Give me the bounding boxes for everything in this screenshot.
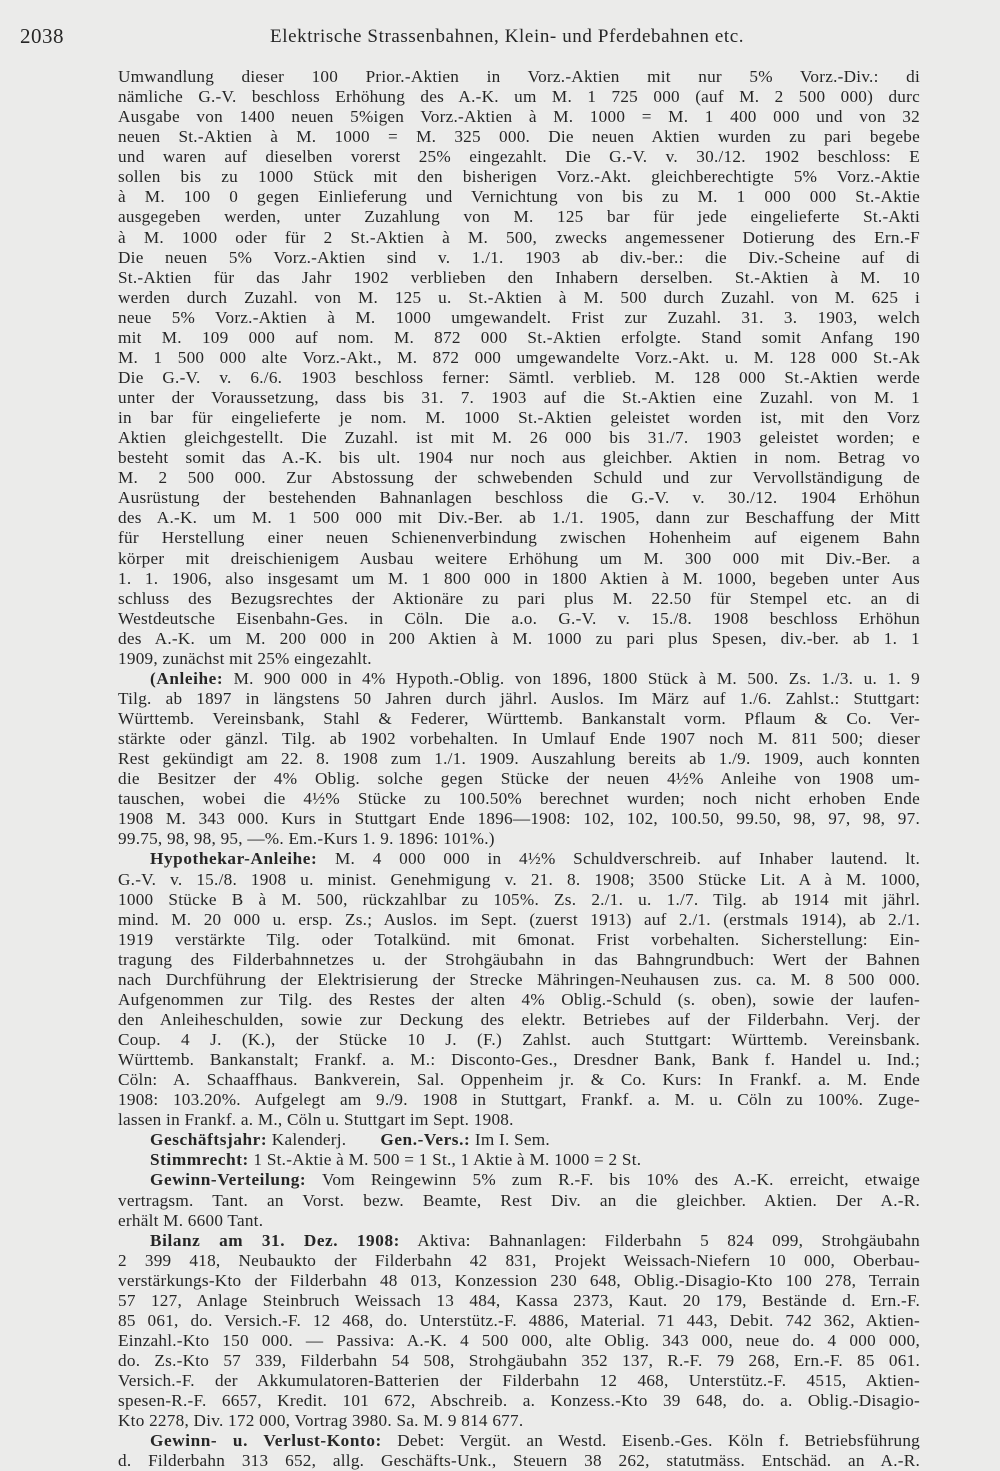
line-text: G.-V. v. 15./8. 1908 u. minist. Genehmigung v. 21. 8. 1908; 3500 Stücke Lit. A à M. 1000, bbox=[118, 869, 920, 889]
line-text: spesen-R.-F. 6657, Kredit. 101 672, Abschreib. a. Konzess.-Kto 39 648, do. a. Oblig.-Disagio- bbox=[118, 1391, 920, 1411]
line-text: erhält M. 6600 Tant. bbox=[118, 1210, 264, 1230]
text-line bbox=[118, 388, 920, 408]
text-line bbox=[118, 1090, 920, 1110]
text-line bbox=[118, 549, 920, 569]
text-line bbox=[118, 629, 920, 649]
section-label: Hypothekar-Anleihe: bbox=[150, 849, 318, 869]
line-text: Württemb. Bankanstalt; Frankf. a. M.: Disconto-Ges., Dresdner Bank, Bank f. Handel u. Ind.; bbox=[118, 1050, 920, 1070]
text-line bbox=[118, 1271, 920, 1291]
section-label: Geschäftsjahr: bbox=[150, 1130, 268, 1150]
text-line bbox=[118, 1431, 920, 1451]
text-line bbox=[118, 970, 920, 990]
text-line bbox=[118, 207, 920, 227]
text-line bbox=[118, 67, 920, 87]
text-line bbox=[118, 1451, 920, 1471]
line-text: ausgegeben werden, unter Zuzahlung von M. 125 bar für jede eingelieferte St.-Akti bbox=[118, 207, 920, 227]
text-line bbox=[118, 669, 920, 689]
text-line bbox=[118, 1150, 920, 1170]
line-text: 1908: 103.20%. Aufgelegt am 9./9. 1908 in Stuttgart, Frankf. a. M. u. Cöln zu 100%. Zuge- bbox=[118, 1090, 920, 1110]
line-text: 1919 verstärkte Tilg. oder Totalkünd. mit 6monat. Frist vorbehalten. Sicherstellung: Ein- bbox=[118, 929, 920, 949]
text-line bbox=[118, 910, 920, 930]
text-line bbox=[118, 689, 920, 709]
text-line bbox=[118, 528, 920, 548]
line-text: des A.-K. um M. 1 500 000 mit Div.-Ber. ab 1./1. 1905, dann zur Beschaffung der Mitt bbox=[118, 508, 920, 528]
text-line bbox=[118, 368, 920, 388]
line-text: 1 St.-Aktie à M. 500 = 1 St., 1 Aktie à M. 1000 = 2 St. bbox=[248, 1150, 642, 1170]
line-text: schluss des Bezugsrechtes der Aktionäre zu pari plus M. 22.50 für Stempel etc. an di bbox=[118, 588, 920, 608]
text-line bbox=[118, 408, 920, 428]
line-text: 1000 Stücke B à M. 500, rückzahlbar zu 105%. Zs. 2./1. u. 1./7. Tilg. ab 1914 mit jährl. bbox=[118, 889, 920, 909]
line-text: Aktiva: Bahnanlagen: Filderbahn 5 824 099, Strohgäubahn bbox=[399, 1230, 920, 1250]
text-line bbox=[118, 1050, 920, 1070]
text-line bbox=[118, 248, 920, 268]
line-text: neue 5% Vorz.-Aktien à M. 1000 umgewandelt. Frist zur Zuzahl. 31. 3. 1903, welch bbox=[118, 307, 920, 327]
line-text: 99.75, 98, 98, 95, —%. Em.-Kurs 1. 9. 1896: 101%.) bbox=[118, 829, 495, 849]
text-line bbox=[118, 769, 920, 789]
text-line bbox=[118, 870, 920, 890]
text-line bbox=[118, 1191, 920, 1211]
line-text: St.-Aktien für das Jahr 1902 verblieben den Inhabern derselben. St.-Aktien à M. 10 bbox=[118, 267, 920, 287]
running-title: Elektrische Strassenbahnen, Klein- und Pferdebahnen etc. bbox=[270, 26, 745, 47]
line-text: für Herstellung einer neuen Schienenverbindung zwischen Hohenheim auf eigenem Bahn bbox=[118, 528, 920, 548]
line-text: Kto 2278, Div. 172 000, Vortrag 3980. Sa. M. 9 814 677. bbox=[118, 1411, 524, 1431]
line-text: Versich.-F. der Akkumulatoren-Batterien der Filderbahn 12 468, Unterstütz.-F. 4515, Aktien- bbox=[118, 1371, 920, 1391]
text-line bbox=[118, 488, 920, 508]
text-line bbox=[118, 308, 920, 328]
text-line bbox=[118, 789, 920, 809]
line-text: Umwandlung dieser 100 Prior.-Aktien in Vorz.-Aktien mit nur 5% Vorz.-Div.: di bbox=[118, 67, 920, 86]
text-line bbox=[118, 829, 920, 849]
text-line bbox=[118, 609, 920, 629]
section-label: (Anleihe: bbox=[150, 668, 224, 688]
text-line bbox=[118, 87, 920, 107]
line-text: den Anleiheschulden, sowie zur Deckung des elektr. Betriebes auf der Filderbahn. Verj. der bbox=[118, 1009, 920, 1029]
line-text: d. Filderbahn 313 652, allg. Geschäfts-Unk., Steuern 38 262, statutmäss. Entschäd. an A.-R. bbox=[118, 1451, 920, 1471]
line-text: M. 4 000 000 in 4½% Schuldverschreib. auf Inhaber lautend. lt. bbox=[317, 849, 920, 869]
text-line bbox=[118, 1130, 920, 1150]
line-text: des A.-K. um M. 200 000 in 200 Aktien à M. 1000 zu pari plus Spesen, div.-ber. ab 1. 1 bbox=[118, 628, 920, 648]
text-line bbox=[118, 107, 920, 127]
text-line bbox=[118, 1211, 920, 1231]
line-text: do. Zs.-Kto 57 339, Filderbahn 54 508, Strohgäubahn 352 137, R.-F. 79 268, Ern.-F. 85 061. bbox=[118, 1351, 920, 1370]
line-text: Rest gekündigt am 22. 8. 1908 zum 1./1. 1909. Auszahlung bereits ab 1./9. 1909, auch konnten bbox=[118, 749, 920, 769]
text-line bbox=[118, 1351, 920, 1371]
text-line bbox=[118, 709, 920, 729]
text-line bbox=[118, 1411, 920, 1431]
text-line bbox=[118, 749, 920, 769]
line-text: M. 900 000 in 4% Hypoth.-Oblig. von 1896, 1800 Stück à M. 500. Zs. 1./3. u. 1. 9 bbox=[223, 668, 920, 688]
line-text: 85 061, do. Versich.-F. 12 468, do. Unterstütz.-F. 4886, Material. 71 443, Debit. 742 362, Aktien- bbox=[118, 1310, 920, 1330]
text-line bbox=[118, 1231, 920, 1251]
text-line bbox=[118, 930, 920, 950]
text-line bbox=[118, 187, 920, 207]
text-line bbox=[118, 729, 920, 749]
text-line bbox=[118, 1391, 920, 1411]
line-text: Vom Reingewinn 5% zum R.-F. bis 10% des A.-K. erreicht, etwaige bbox=[306, 1170, 920, 1190]
line-text: Aufgenommen zur Tilg. des Restes der alten 4% Oblig.-Schuld (s. oben), sowie der laufen- bbox=[118, 989, 920, 1009]
section-label: Gewinn- u. Verlust-Konto: bbox=[150, 1431, 382, 1451]
line-text: 2 399 418, Neubaukto der Filderbahn 42 831, Projekt Weissach-Niefern 10 000, Oberbau- bbox=[118, 1250, 920, 1270]
body-text bbox=[118, 67, 920, 1471]
line-text: M. 2 500 000. Zur Abstossung der schwebenden Schuld und zur Vervollständigung de bbox=[118, 468, 920, 488]
text-line bbox=[118, 268, 920, 288]
line-text: 1. 1. 1906, also insgesamt um M. 1 800 000 in 1800 Aktien à M. 1000, begeben unter Aus bbox=[118, 568, 920, 588]
line-text: lassen in Frankf. a. M., Cöln u. Stuttgart im Sept. 1908. bbox=[118, 1110, 514, 1130]
text-line bbox=[118, 589, 920, 609]
text-line bbox=[118, 228, 920, 248]
line-text: und waren auf dieselben vorerst 25% eingezahlt. Die G.-V. v. 30./12. 1902 beschloss: E bbox=[118, 147, 920, 167]
text-line bbox=[118, 950, 920, 970]
text-line bbox=[118, 1070, 920, 1090]
line-text: neuen St.-Aktien à M. 1000 = M. 325 000. Die neuen Aktien wurden zu pari begebe bbox=[118, 127, 920, 147]
text-line bbox=[118, 147, 920, 167]
text-line bbox=[118, 1010, 920, 1030]
text-line bbox=[118, 328, 920, 348]
line-text: Im I. Sem. bbox=[470, 1130, 550, 1150]
text-line bbox=[118, 1251, 920, 1271]
text-line bbox=[118, 127, 920, 147]
text-line bbox=[118, 428, 920, 448]
line-text: Ausrüstung der bestehenden Bahnanlagen beschloss die G.-V. v. 30./12. 1904 Erhöhun bbox=[118, 488, 920, 508]
text-line bbox=[118, 1331, 920, 1351]
line-text: nämliche G.-V. beschloss Erhöhung des A.-K. um M. 1 725 000 (auf M. 2 500 000) durc bbox=[118, 87, 920, 107]
text-line bbox=[118, 348, 920, 368]
line-text: Die G.-V. v. 6./6. 1903 beschloss ferner: Sämtl. verblieb. M. 128 000 St.-Aktien werde bbox=[118, 367, 920, 387]
line-text: die Besitzer der 4% Oblig. solche gegen Stücke der neuen 4½% Anleihe von 1908 um- bbox=[118, 769, 920, 789]
text-line bbox=[118, 1030, 920, 1050]
section-label: Gewinn-Verteilung: bbox=[150, 1170, 307, 1190]
text-line bbox=[118, 448, 920, 468]
text-line bbox=[118, 468, 920, 488]
text-line bbox=[118, 288, 920, 308]
line-text: Debet: Vergüt. an Westd. Eisenb.-Ges. Köln f. Betriebsführung bbox=[381, 1431, 920, 1451]
page-number: 2038 bbox=[20, 24, 64, 48]
text-line bbox=[118, 569, 920, 589]
line-text: mit M. 109 000 auf nom. M. 872 000 St.-Aktien erfolgte. Stand somit Anfang 190 bbox=[118, 327, 920, 347]
line-text: Württemb. Vereinsbank, Stahl & Federer, Württemb. Bankanstalt vorm. Pflaum & Co. Ver- bbox=[118, 709, 920, 728]
line-text: tauschen, wobei die 4½% Stücke zu 100.50% berechnet wurden; noch nicht erhoben Ende bbox=[118, 789, 920, 809]
line-text: Ausgabe von 1400 neuen 5%igen Vorz.-Aktien à M. 1000 = M. 1 400 000 und von 32 bbox=[118, 107, 920, 127]
line-text: Die neuen 5% Vorz.-Aktien sind v. 1./1. 1903 ab div.-ber.: die Div.-Scheine auf di bbox=[118, 247, 920, 267]
section-label: Gen.-Vers.: bbox=[380, 1130, 471, 1150]
line-text: Kalenderj. bbox=[267, 1130, 347, 1150]
line-text: Cöln: A. Schaaffhaus. Bankverein, Sal. Oppenheim jr. & Co. Kurs: In Frankf. a. M. Ende bbox=[118, 1070, 920, 1090]
text-line bbox=[118, 990, 920, 1010]
line-text: werden durch Zuzahl. von M. 125 u. St.-Aktien à M. 500 durch Zuzahl. von M. 625 i bbox=[118, 287, 920, 307]
line-text: Aktien gleichgestellt. Die Zuzahl. ist mit M. 26 000 bis 31./7. 1903 geleistet worden; e bbox=[118, 428, 920, 448]
section-label: Stimmrecht: bbox=[150, 1150, 249, 1170]
line-text: 1909, zunächst mit 25% eingezahlt. bbox=[118, 648, 372, 668]
text-line bbox=[118, 809, 920, 829]
line-text: Tilg. ab 1897 in längstens 50 Jahren durch jährl. Auslos. Im März auf 1./6. Zahlst.: Stuttgart: bbox=[118, 688, 920, 708]
line-text: mind. M. 20 000 u. ersp. Zs.; Auslos. im Sept. (zuerst 1913) auf 2./1. (erstmals 1914), ab 2./1. bbox=[118, 909, 920, 929]
text-line bbox=[118, 1170, 920, 1190]
line-text: Westdeutsche Eisenbahn-Ges. in Cöln. Die a.o. G.-V. v. 15./8. 1908 beschloss Erhöhun bbox=[118, 608, 920, 628]
text-line bbox=[118, 1371, 920, 1391]
line-text: stärkte oder gänzl. Tilg. ab 1902 vorbehalten. In Umlauf Ende 1907 noch M. 811 500; dieser bbox=[118, 729, 920, 749]
line-text: tragung des Filderbahnnetzes u. der Strohgäubahn in das Bahngrundbuch: Wert der Bahnen bbox=[118, 949, 920, 969]
line-text: besteht somit das A.-K. bis ult. 1904 nur noch aus gleichber. Aktien in nom. Betrag vo bbox=[118, 448, 920, 468]
line-text: Coup. 4 J. (K.), der Stücke 10 J. (F.) Zahlst. auch Stuttgart: Württemb. Vereinsbank. bbox=[118, 1030, 920, 1049]
line-text: 1908 M. 343 000. Kurs in Stuttgart Ende 1896—1908: 102, 102, 100.50, 99.50, 98, 97, 98, 97. bbox=[118, 809, 920, 829]
line-text: vertragsm. Tant. an Vorst. bezw. Beamte, Rest Div. an die gleichber. Aktien. Der A.-R. bbox=[118, 1190, 920, 1210]
text-line bbox=[118, 649, 920, 669]
text-line bbox=[118, 849, 920, 869]
text-line bbox=[118, 1291, 920, 1311]
line-text: nach Durchführung der Elektrisierung der Strecke Mähringen-Neuhausen zus. ca. M. 8 500 000. bbox=[118, 969, 920, 989]
line-text: körper mit dreischienigem Ausbau weitere Erhöhung um M. 300 000 mit Div.-Ber. a bbox=[118, 548, 920, 568]
line-text: 57 127, Anlage Steinbruch Weissach 13 484, Kassa 2373, Kaut. 20 179, Bestände d. Ern.-F. bbox=[118, 1290, 920, 1310]
line-text: Einzahl.-Kto 150 000. — Passiva: A.-K. 4 500 000, alte Oblig. 343 000, neue do. 4 000 000, bbox=[118, 1330, 920, 1350]
line-text: à M. 1000 oder für 2 St.-Aktien à M. 500, zwecks angemessener Dotierung des Ern.-F bbox=[118, 227, 920, 247]
line-text: sollen bis zu 1000 Stück mit den bisherigen Vorz.-Akt. gleichberechtigte 5% Vorz.-Aktie bbox=[118, 167, 920, 187]
section-label: Bilanz am 31. Dez. 1908: bbox=[150, 1230, 400, 1250]
text-line bbox=[118, 167, 920, 187]
line-text: à M. 100 0 gegen Einlieferung und Vernichtung von bis zu M. 1 000 000 St.-Aktie bbox=[118, 187, 920, 207]
text-line bbox=[118, 1110, 920, 1130]
line-text: M. 1 500 000 alte Vorz.-Akt., M. 872 000 umgewandelte Vorz.-Akt. u. M. 128 000 St.-Ak bbox=[118, 347, 920, 367]
text-line bbox=[118, 508, 920, 528]
line-text: in bar für eingelieferte je nom. M. 1000 St.-Aktien geleistet worden ist, mit den Vorz bbox=[118, 408, 920, 428]
line-text: unter der Voraussetzung, dass bis 31. 7. 1903 auf die St.-Aktien eine Zuzahl. von M. 1 bbox=[118, 388, 920, 407]
text-line bbox=[118, 890, 920, 910]
text-line bbox=[118, 1311, 920, 1331]
line-text: verstärkungs-Kto der Filderbahn 48 013, Konzession 230 648, Oblig.-Disagio-Kto 100 278, Terrain bbox=[118, 1270, 920, 1290]
